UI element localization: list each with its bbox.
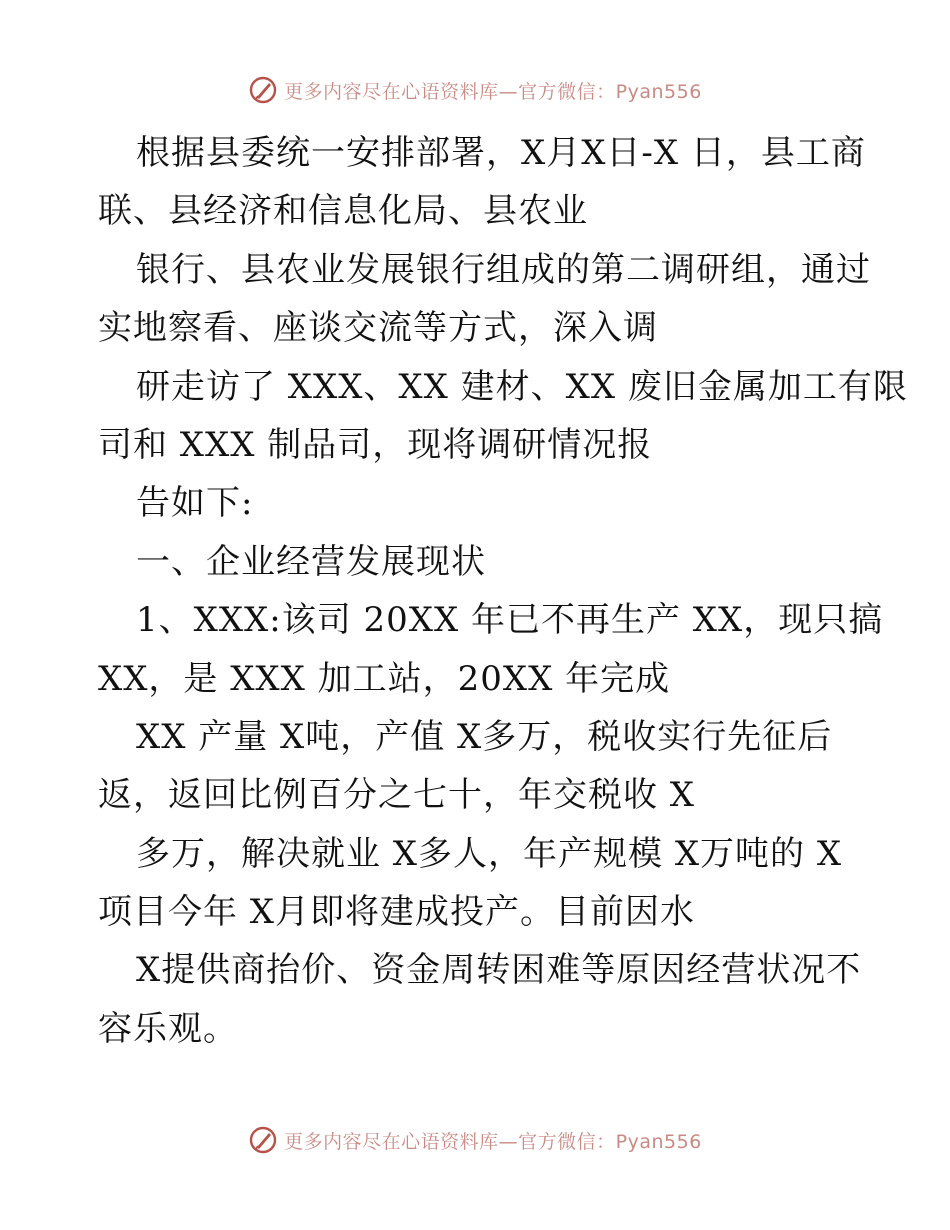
text-line: 容乐观。: [98, 1008, 238, 1049]
footer-watermark: [0, 1122, 950, 1158]
text-line: 多万，解决就业 X多人，年产规模 X万吨的 X: [136, 833, 843, 874]
document-body: [98, 124, 908, 1058]
header-watermark: [0, 72, 950, 108]
text-line: 根据县委统一安排部署，X月X日-X 日，县工商: [136, 133, 866, 173]
text-line: XX 产量 X吨，产值 X多万，税收实行先征后: [136, 716, 833, 757]
text-line: 1、XXX:该司 20XX 年已不再生产 XX，现只搞: [136, 600, 884, 641]
text-line: 银行、县农业发展银行组成的第二调研组，通过: [136, 249, 871, 290]
quill-logo-icon: [248, 75, 278, 105]
text-line: 联、县经济和信息化局、县农业: [98, 191, 588, 232]
text-line: 研走访了 XXX、XX 建材、XX 废旧金属加工有限: [136, 366, 908, 407]
quill-logo-icon: [248, 1125, 278, 1155]
text-line: X提供商抬价、资金周转困难等原因经营状况不: [136, 950, 862, 991]
text-line: 返，返回比例百分之七十，年交税收 X: [98, 775, 696, 816]
text-line: 司和 XXX 制品司，现将调研情况报: [98, 424, 653, 465]
text-line: 项目今年 X月即将建成投产。目前因水: [98, 892, 696, 933]
watermark-text: 更多内容尽在心语资料库—官方微信：Pyan556: [284, 1130, 702, 1153]
watermark-text: 更多内容尽在心语资料库—官方微信：Pyan556: [284, 80, 702, 103]
section-heading: 一、企业经营发展现状: [136, 541, 486, 582]
text-line: 告如下:: [136, 483, 254, 524]
text-line: 实地察看、座谈交流等方式，深入调: [98, 308, 658, 349]
text-line: XX，是 XXX 加工站，20XX 年完成: [98, 658, 671, 699]
